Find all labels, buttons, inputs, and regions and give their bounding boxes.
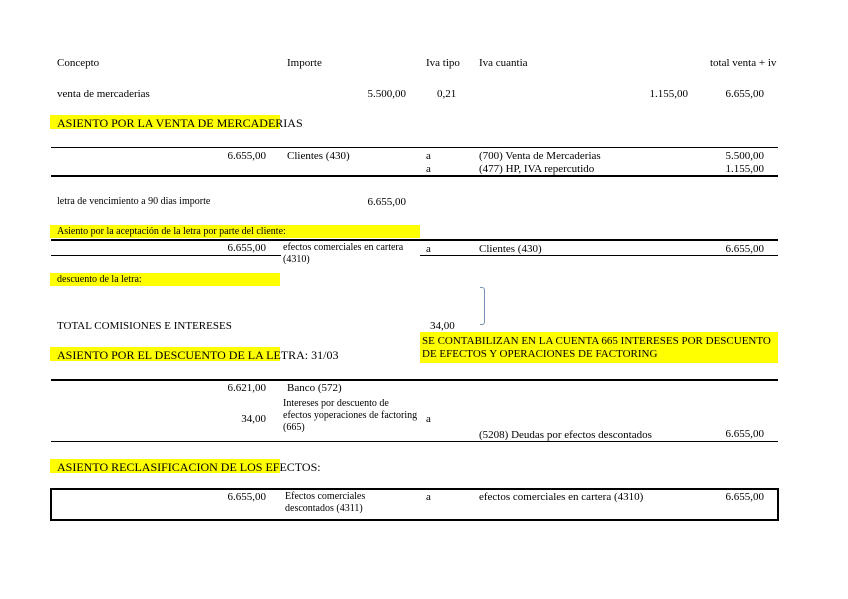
header-iva-cuantia: Iva cuantia xyxy=(479,57,528,69)
letra-amount: 6.655,00 xyxy=(367,196,406,208)
asiento-reclasificacion-title: ASIENTO RECLASIFICACION DE LOS EFECTOS: xyxy=(57,460,321,474)
asiento-aceptacion-title: Asiento por la aceptación de la letra por parte del cliente: xyxy=(57,226,286,237)
asiento-reclasificacion-credit-amount: 6.655,00 xyxy=(725,491,764,503)
asiento-reclasificacion-credit-account: efectos comerciales en cartera (4310) xyxy=(479,491,644,503)
asiento-aceptacion-credit-account: Clientes (430) xyxy=(479,243,542,255)
asiento-aceptacion-debit-amount: 6.655,00 xyxy=(227,242,266,254)
divider xyxy=(51,255,281,256)
asiento-venta-credit-amount-2: 1.155,00 xyxy=(725,163,764,175)
asiento-venta-a-1: a xyxy=(426,150,431,162)
asiento-descuento-a: a xyxy=(426,413,431,425)
sale-iva-tipo: 0,21 xyxy=(437,88,457,100)
sale-total: 6.655,00 xyxy=(725,88,764,100)
descuento-label: descuento de la letra: xyxy=(57,274,142,285)
asiento-reclasificacion-debit-amount: 6.655,00 xyxy=(227,491,266,503)
divider xyxy=(420,255,778,256)
total-comisiones-label: TOTAL COMISIONES E INTERESES xyxy=(57,320,232,332)
asiento-venta-debit-account: Clientes (430) xyxy=(287,150,350,162)
divider xyxy=(51,175,778,177)
asiento-venta-debit-amount: 6.655,00 xyxy=(227,150,266,162)
asiento-venta-credit-account-1: (700) Venta de Mercaderias xyxy=(479,150,601,162)
sale-concepto: venta de mercaderias xyxy=(57,88,150,100)
asiento-descuento-intereses-amount: 34,00 xyxy=(241,413,266,425)
letra-label: letra de vencimiento a 90 dias importe xyxy=(57,196,211,207)
divider xyxy=(51,379,778,381)
sale-importe: 5.500,00 xyxy=(367,88,406,100)
sale-iva-cuantia: 1.155,00 xyxy=(649,88,688,100)
asiento-venta-title: ASIENTO POR LA VENTA DE MERCADERIAS xyxy=(57,116,303,130)
asiento-aceptacion-credit-amount: 6.655,00 xyxy=(725,243,764,255)
asiento-descuento-banco-amount: 6.621,00 xyxy=(227,382,266,394)
divider xyxy=(51,441,778,442)
asiento-reclasificacion-debit-account: Efectos comerciales descontados (4311) xyxy=(285,491,366,514)
divider xyxy=(51,147,778,148)
note-text: SE CONTABILIZAN EN LA CUENTA 665 INTERESES POR DESCUENTO DE EFECTOS Y OPERACIONES DE FACTORING xyxy=(422,335,771,360)
asiento-descuento-credit-amount: 6.655,00 xyxy=(725,428,764,440)
header-total: total venta + iv xyxy=(710,57,777,69)
header-importe: Importe xyxy=(287,57,322,69)
asiento-aceptacion-a: a xyxy=(426,243,431,255)
asiento-venta-credit-amount-1: 5.500,00 xyxy=(725,150,764,162)
bracket-shape xyxy=(480,287,485,325)
divider xyxy=(51,239,778,241)
header-iva-tipo: Iva tipo xyxy=(426,57,460,69)
asiento-venta-a-2: a xyxy=(426,163,431,175)
asiento-descuento-credit-account: (5208) Deudas por efectos descontados xyxy=(479,429,652,441)
asiento-descuento-title: ASIENTO POR EL DESCUENTO DE LA LETRA: 31/03 xyxy=(57,348,339,362)
total-comisiones-amount: 34,00 xyxy=(430,320,455,332)
asiento-descuento-intereses-account: Intereses por descuento de efectos yoperaciones de factoring (665) xyxy=(283,398,418,433)
header-concepto: Concepto xyxy=(57,57,100,69)
asiento-aceptacion-debit-account: efectos comerciales en cartera (4310) xyxy=(283,242,404,265)
asiento-reclasificacion-a: a xyxy=(426,491,431,503)
asiento-descuento-banco-account: Banco (572) xyxy=(287,382,342,394)
asiento-venta-credit-account-2: (477) HP, IVA repercutido xyxy=(479,163,595,175)
